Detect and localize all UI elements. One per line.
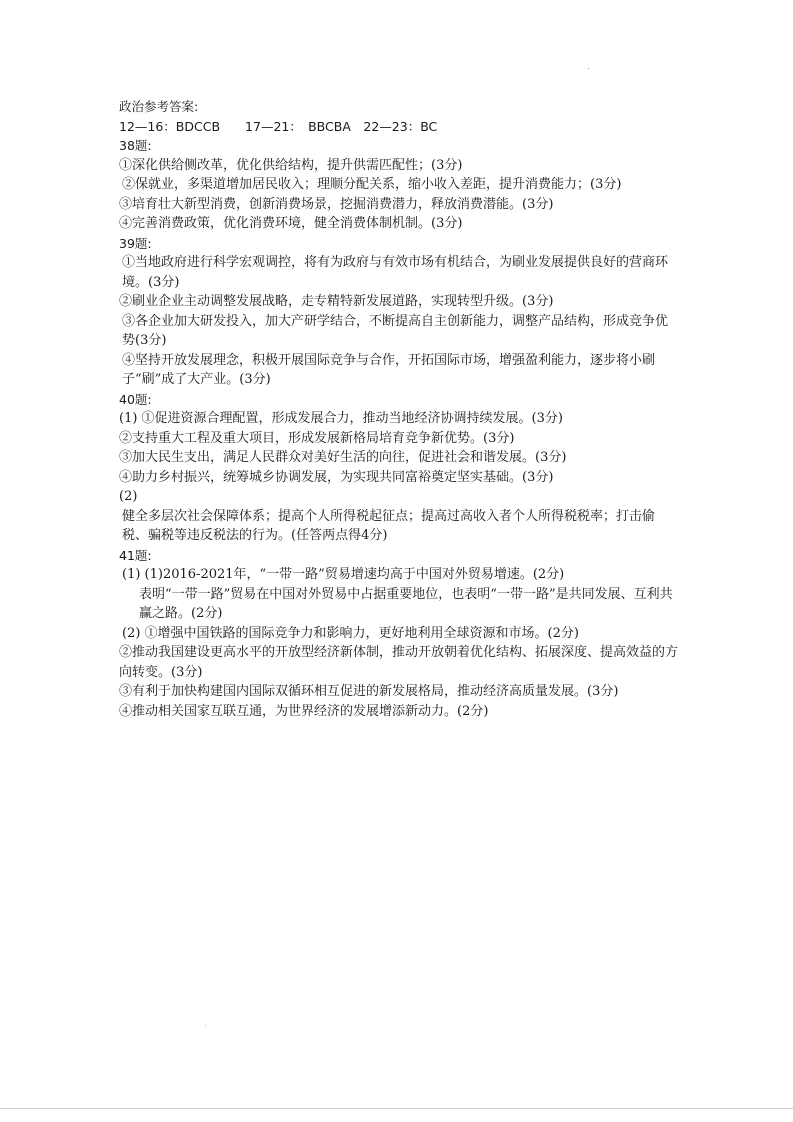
q40-item-2: ②支持重大工程及重大项目，形成发展新格局培育竞争新优势。(3分) — [119, 430, 515, 446]
q40-item-3: ③加大民生支出，满足人民群众对美好生活的向往，促进社会和谐发展。(3分) — [119, 450, 567, 465]
q40-item-4: ④助力乡村振兴，统筹城乡协调发展，为实现共同富裕奠定坚实基础。(3分) — [119, 469, 554, 485]
scan-speck — [205, 1025, 206, 1026]
q41-item-1: (2) ①增强中国铁路的国际竞争力和影响力，更好地利用全球资源和市场。(2分) — [122, 625, 579, 641]
q40-heading: 40题: — [119, 391, 152, 407]
q39-item-3: ③各企业加大研发投入，加大产研学结合，不断提高自主创新能力，调整产品结构，形成竞争优势(3分) — [122, 313, 669, 348]
q41-heading: 41题: — [119, 547, 152, 563]
q38-item-1: ①深化供给侧改革，优化供给结构，提升供需匹配性；(3分) — [119, 157, 463, 173]
q41-part1-a: (1) (1)2016-2021年，“一带一路”贸易增速均高于中国对外贸易增速。(2分) — [122, 567, 565, 582]
page-bottom-edge — [0, 1108, 793, 1109]
q40-part2-text: 健全多层次社会保障体系；提高个人所得税起征点；提高过高收入者个人所得税税率；打击偷税、骗税等违反税法的行为。(任答两点得4分) — [122, 508, 656, 543]
multiple-choice-answers: 12—16：BDCCB 17—21： BBCBA 22—23：BC — [119, 118, 438, 134]
q39-item-1: ①当地政府进行科学宏观调控，将有为政府与有效市场有机结合，为刷业发展提供良好的营商环境。(3分) — [122, 255, 669, 290]
q39-item-2: ②刷业企业主动调整发展战略，走专精特新发展道路，实现转型升级。(3分) — [119, 294, 554, 309]
q40-item-1: (1) ①促进资源合理配置，形成发展合力，推动当地经济协调持续发展。(3分) — [119, 411, 563, 426]
q39-heading: 39题: — [119, 235, 152, 251]
answer-content — [119, 97, 679, 721]
q38-item-2: ②保就业，多渠道增加居民收入；理顺分配关系，缩小收入差距，提升消费能力；(3分) — [122, 177, 622, 192]
q38-heading: 38题: — [119, 138, 152, 153]
q41-item-4: ④推动相关国家互联互通，为世界经济的发展增添新动力。(2分) — [119, 703, 489, 719]
q40-part2-label: (2) — [119, 489, 138, 504]
page-title: 政治参考答案: — [119, 99, 199, 114]
q41-item-3: ③有利于加快构建国内国际双循环相互促进的新发展格局，推动经济高质量发展。(3分) — [119, 684, 619, 699]
q41-item-2: ②推动我国建设更高水平的开放型经济新体制，推动开放朝着优化结构、拓展深度、提高效益的方向转变。(3分) — [119, 645, 679, 680]
q41-part1-b: 表明“一带一路”贸易在中国对外贸易中占据重要地位，也表明“一带一路”是共同发展、互利共赢之路。(2分) — [139, 586, 673, 621]
q39-item-4: ④坚持开放发展理念，积极开展国际竞争与合作，开拓国际市场，增强盈利能力，逐步将小刷子“刷”成了大产业。(3分) — [122, 352, 656, 387]
q38-item-4: ④完善消费政策，优化消费环境，健全消费体制机制。(3分) — [119, 216, 463, 231]
scan-speck — [588, 68, 589, 69]
q38-item-3: ③培育壮大新型消费，创新消费场景，挖掘消费潜力，释放消费潜能。(3分) — [119, 196, 554, 212]
